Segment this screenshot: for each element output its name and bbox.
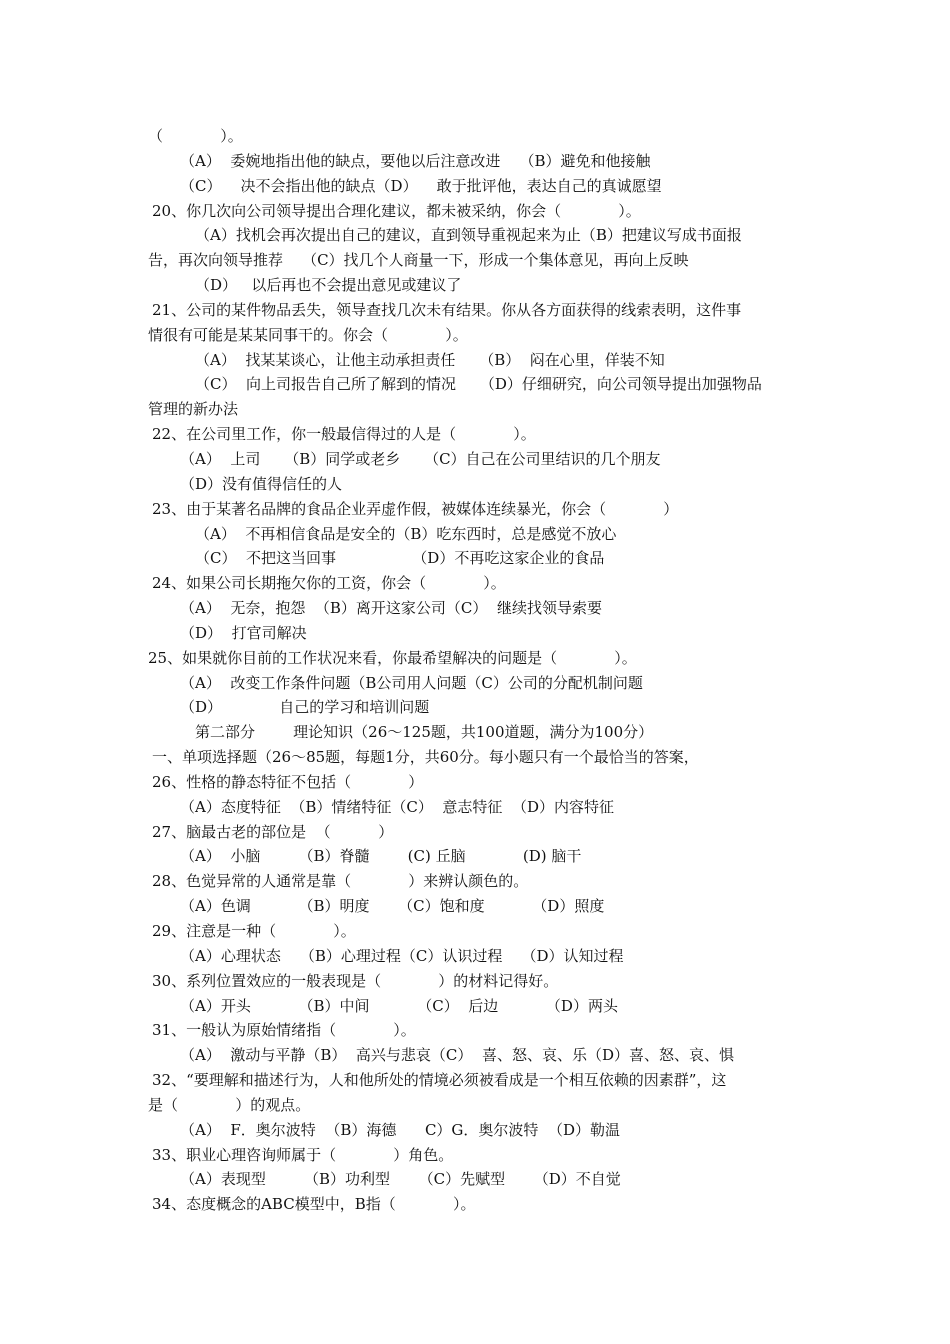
text-line: （D） 打官司解决 — [180, 623, 307, 642]
text-line: 28、色觉异常的人通常是靠（ ）来辨认颜色的。 — [152, 872, 529, 891]
text-line: （A） 无奈，抱怨 （B）离开这家公司（C） 继续找领导索要 — [180, 599, 602, 618]
text-line: （A）色调 （B）明度 （C）饱和度 （D）照度 — [180, 897, 605, 916]
text-line: （A）找机会再次提出自己的建议，直到领导重视起来为止（B）把建议写成书面报 — [195, 226, 742, 245]
text-line: （A） 上司 （B）同学或老乡 （C）自己在公司里结识的几个朋友 — [180, 449, 661, 468]
text-line: 24、如果公司长期拖欠你的工资，你会（ ）。 — [152, 574, 506, 593]
text-line: （D）没有值得信任的人 — [180, 474, 343, 493]
text-line: （C） 不把这当回事 （D）不再吃这家企业的食品 — [195, 549, 605, 568]
text-line: 31、一般认为原始情绪指（ ）。 — [152, 1021, 416, 1040]
text-line: （A） 小脑 （B）脊髓 (C) 丘脑 (D) 脑干 — [180, 847, 582, 866]
text-line: （A） 找某某谈心，让他主动承担责任 （B） 闷在心里，佯装不知 — [195, 350, 665, 369]
text-line: 21、公司的某件物品丢失，领导查找几次未有结果。你从各方面获得的线索表明，这件事 — [152, 300, 742, 319]
text-line: （A） 委婉地指出他的缺点，要他以后注意改进 （B）避免和他接触 — [180, 151, 651, 170]
text-line: （C） 决不会指出他的缺点（D） 敢于批评他，表达自己的真诚愿望 — [180, 176, 662, 195]
text-line: （A）表现型 （B）功利型 （C）先赋型 （D）不自觉 — [180, 1170, 621, 1189]
text-line: 20、你几次向公司领导提出合理化建议，都未被采纳，你会（ ）。 — [152, 201, 641, 220]
text-line: （ ）。 — [148, 127, 243, 145]
text-line: 33、职业心理咨询师属于（ ）角色。 — [152, 1145, 454, 1164]
text-line: 26、性格的静态特征不包括（ ） — [152, 772, 424, 791]
text-line: （D） 自己的学习和培训问题 — [180, 698, 430, 717]
document-page — [145, 124, 820, 1217]
text-line: （A） 不再相信食品是安全的（B）吃东西时，总是感觉不放心 — [195, 524, 617, 543]
text-line: 29、注意是一种（ ）。 — [152, 922, 356, 940]
text-line: 25、如果就你目前的工作状况来看，你最希望解决的问题是（ ）。 — [148, 648, 637, 667]
text-line: 30、系列位置效应的一般表现是（ ）的材料记得好。 — [152, 971, 559, 990]
text-line: 第二部分 理论知识（26～125题，共100道题，满分为100分） — [195, 723, 654, 742]
text-line: 22、在公司里工作，你一般最信得过的人是（ ）。 — [152, 425, 536, 444]
text-line: 27、脑最古老的部位是 （ ） — [152, 822, 394, 841]
text-line: （D） 以后再也不会提出意见或建议了 — [195, 276, 462, 295]
text-line: 管理的新办法 — [148, 400, 239, 419]
text-line: 情很有可能是某某同事干的。你会（ ）。 — [148, 325, 468, 344]
text-line: （A）态度特征 （B）情绪特征（C） 意志特征 （D）内容特征 — [180, 797, 614, 816]
text-line: （A）开头 （B）中间 （C） 后边 （D）两头 — [180, 996, 618, 1015]
text-line: 告，再次向领导推荐 （C）找几个人商量一下，形成一个集体意见，再向上反映 — [148, 251, 689, 270]
text-line: 一、单项选择题（26～85题，每题1分，共60分。每小题只有一个最恰当的答案， — [152, 748, 699, 767]
text-line: （C） 向上司报告自己所了解到的情况 （D）仔细研究，向公司领导提出加强物品 — [195, 375, 762, 394]
text-line: （A）心理状态 （B）心理过程（C）认识过程 （D）认知过程 — [180, 946, 624, 965]
text-line: （A） 激动与平静（B） 高兴与悲哀（C） 喜、怒、哀、乐（D）喜、怒、哀、惧 — [180, 1046, 734, 1065]
text-line: 是（ ）的观点。 — [148, 1095, 311, 1114]
text-line: 32、“要理解和描述行为，人和他所处的情境必须被看成是一个相互依赖的因素群”，这 — [152, 1071, 727, 1090]
text-line: 34、态度概念的ABC模型中，B指（ ）。 — [152, 1195, 476, 1214]
text-line: （A） F．奥尔波特 （B）海德 C）G．奥尔波特 （D）勒温 — [180, 1120, 620, 1139]
text-line: （A） 改变工作条件问题（B公司用人问题（C）公司的分配机制问题 — [180, 673, 643, 692]
text-line: 23、由于某著名品牌的食品企业弄虚作假，被媒体连续暴光，你会（ ） — [152, 499, 679, 518]
